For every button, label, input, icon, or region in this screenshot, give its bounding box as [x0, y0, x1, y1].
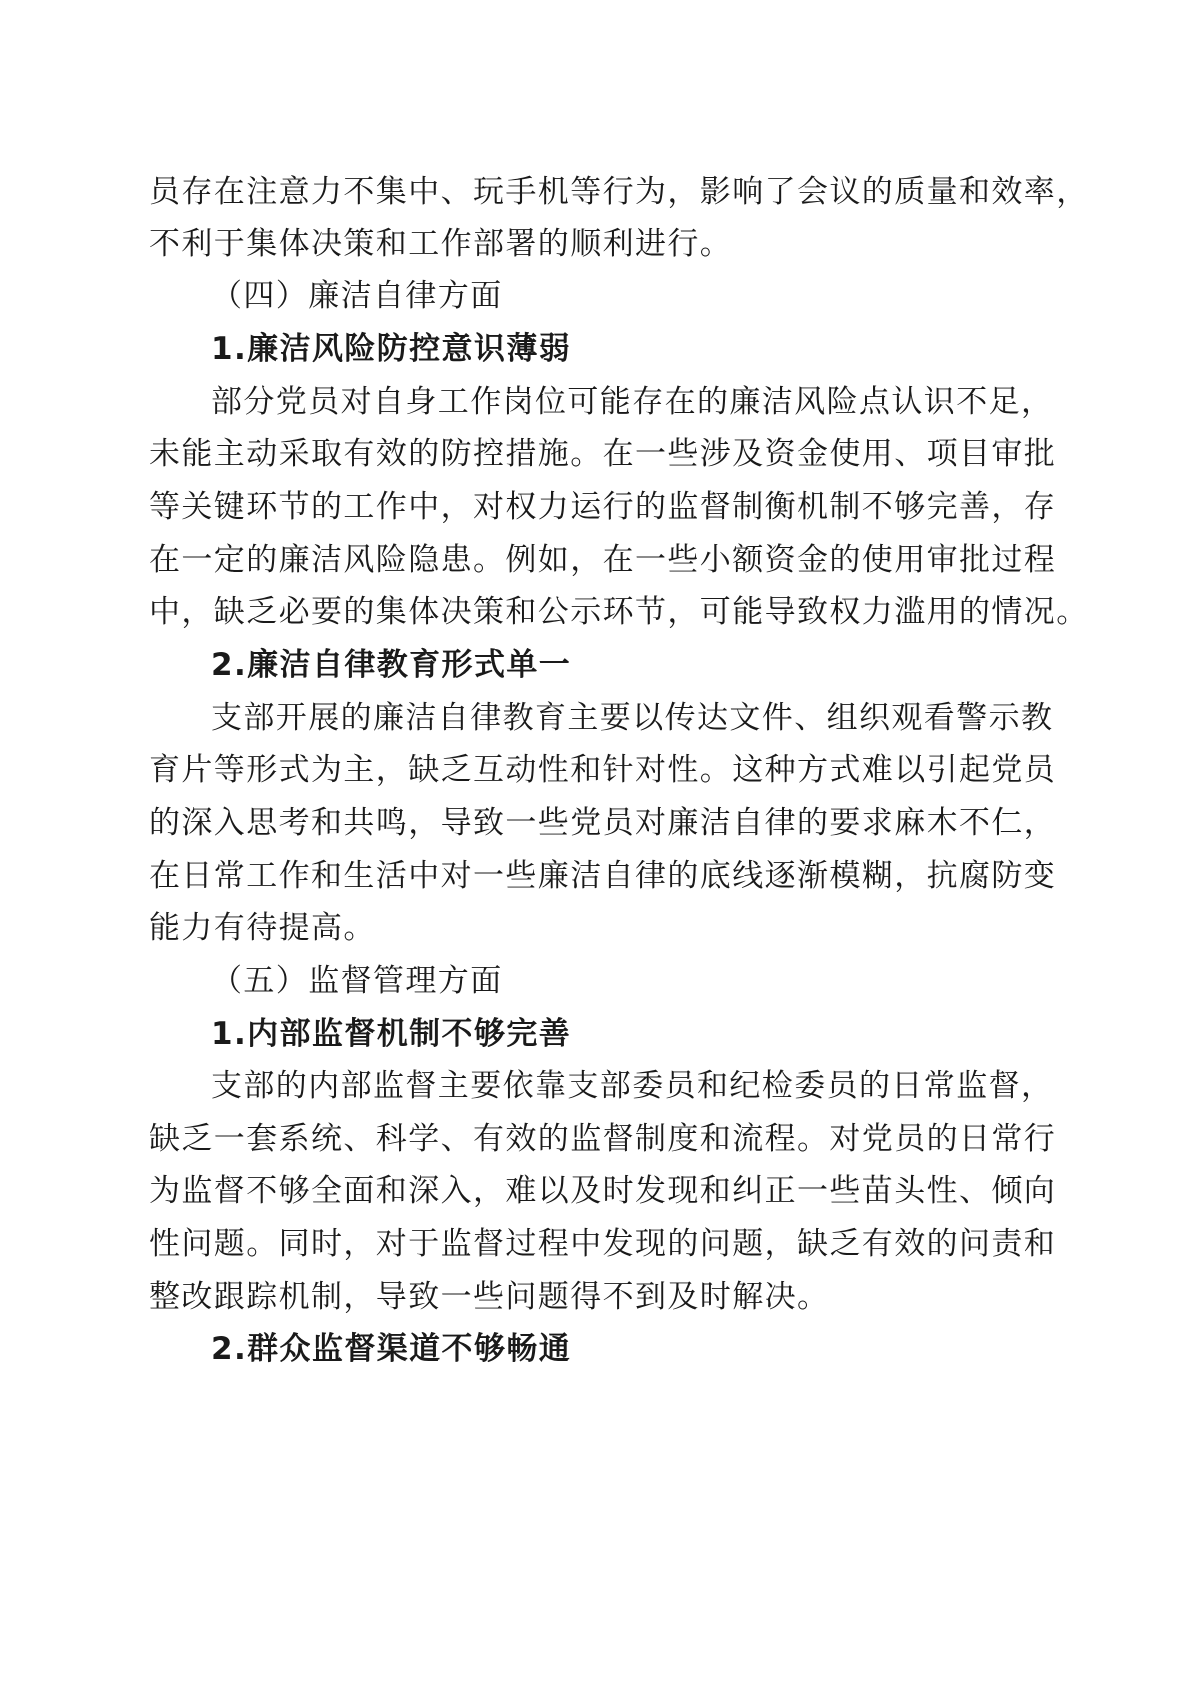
subsection-heading: 2.廉洁自律教育形式单一 — [211, 647, 572, 683]
paragraph-line: 支部的内部监督主要依靠支部委员和纪检委员的日常监督， — [211, 1068, 1054, 1104]
subsection-heading: 1.廉洁风险防控意识薄弱 — [211, 331, 572, 367]
paragraph-line: 未能主动采取有效的防控措施。在一些涉及资金使用、项目审批 — [149, 436, 1057, 472]
paragraph-line: 员存在注意力不集中、玩手机等行为，影响了会议的质量和效率， — [149, 174, 1089, 210]
subsection-heading: 2.群众监督渠道不够畅通 — [211, 1331, 572, 1367]
paragraph-line: 不利于集体决策和工作部署的顺利进行。 — [149, 226, 733, 262]
paragraph-line: 育片等形式为主，缺乏互动性和针对性。这种方式难以引起党员 — [149, 752, 1057, 788]
section-heading-5: （五）监督管理方面 — [211, 963, 503, 999]
section-heading-4: （四）廉洁自律方面 — [211, 278, 503, 314]
paragraph-line: 在一定的廉洁风险隐患。例如，在一些小额资金的使用审批过程 — [149, 542, 1057, 578]
paragraph-line: 整改跟踪机制，导致一些问题得不到及时解决。 — [149, 1279, 830, 1315]
paragraph-line: 支部开展的廉洁自律教育主要以传达文件、组织观看警示教 — [211, 700, 1054, 736]
paragraph-line: 在日常工作和生活中对一些廉洁自律的底线逐渐模糊，抗腐防变 — [149, 858, 1057, 894]
paragraph-line: 缺乏一套系统、科学、有效的监督制度和流程。对党员的日常行 — [149, 1121, 1057, 1157]
paragraph-line: 为监督不够全面和深入，难以及时发现和纠正一些苗头性、倾向 — [149, 1173, 1057, 1209]
paragraph-line: 部分党员对自身工作岗位可能存在的廉洁风险点认识不足， — [211, 384, 1054, 420]
paragraph-line: 中，缺乏必要的集体决策和公示环节，可能导致权力滥用的情况。 — [149, 594, 1089, 630]
subsection-heading: 1.内部监督机制不够完善 — [211, 1016, 572, 1052]
paragraph-line: 能力有待提高。 — [149, 910, 376, 946]
paragraph-line: 等关键环节的工作中，对权力运行的监督制衡机制不够完善，存 — [149, 489, 1057, 525]
paragraph-line: 的深入思考和共鸣，导致一些党员对廉洁自律的要求麻木不仁， — [149, 805, 1057, 841]
paragraph-line: 性问题。同时，对于监督过程中发现的问题，缺乏有效的问责和 — [149, 1226, 1057, 1262]
